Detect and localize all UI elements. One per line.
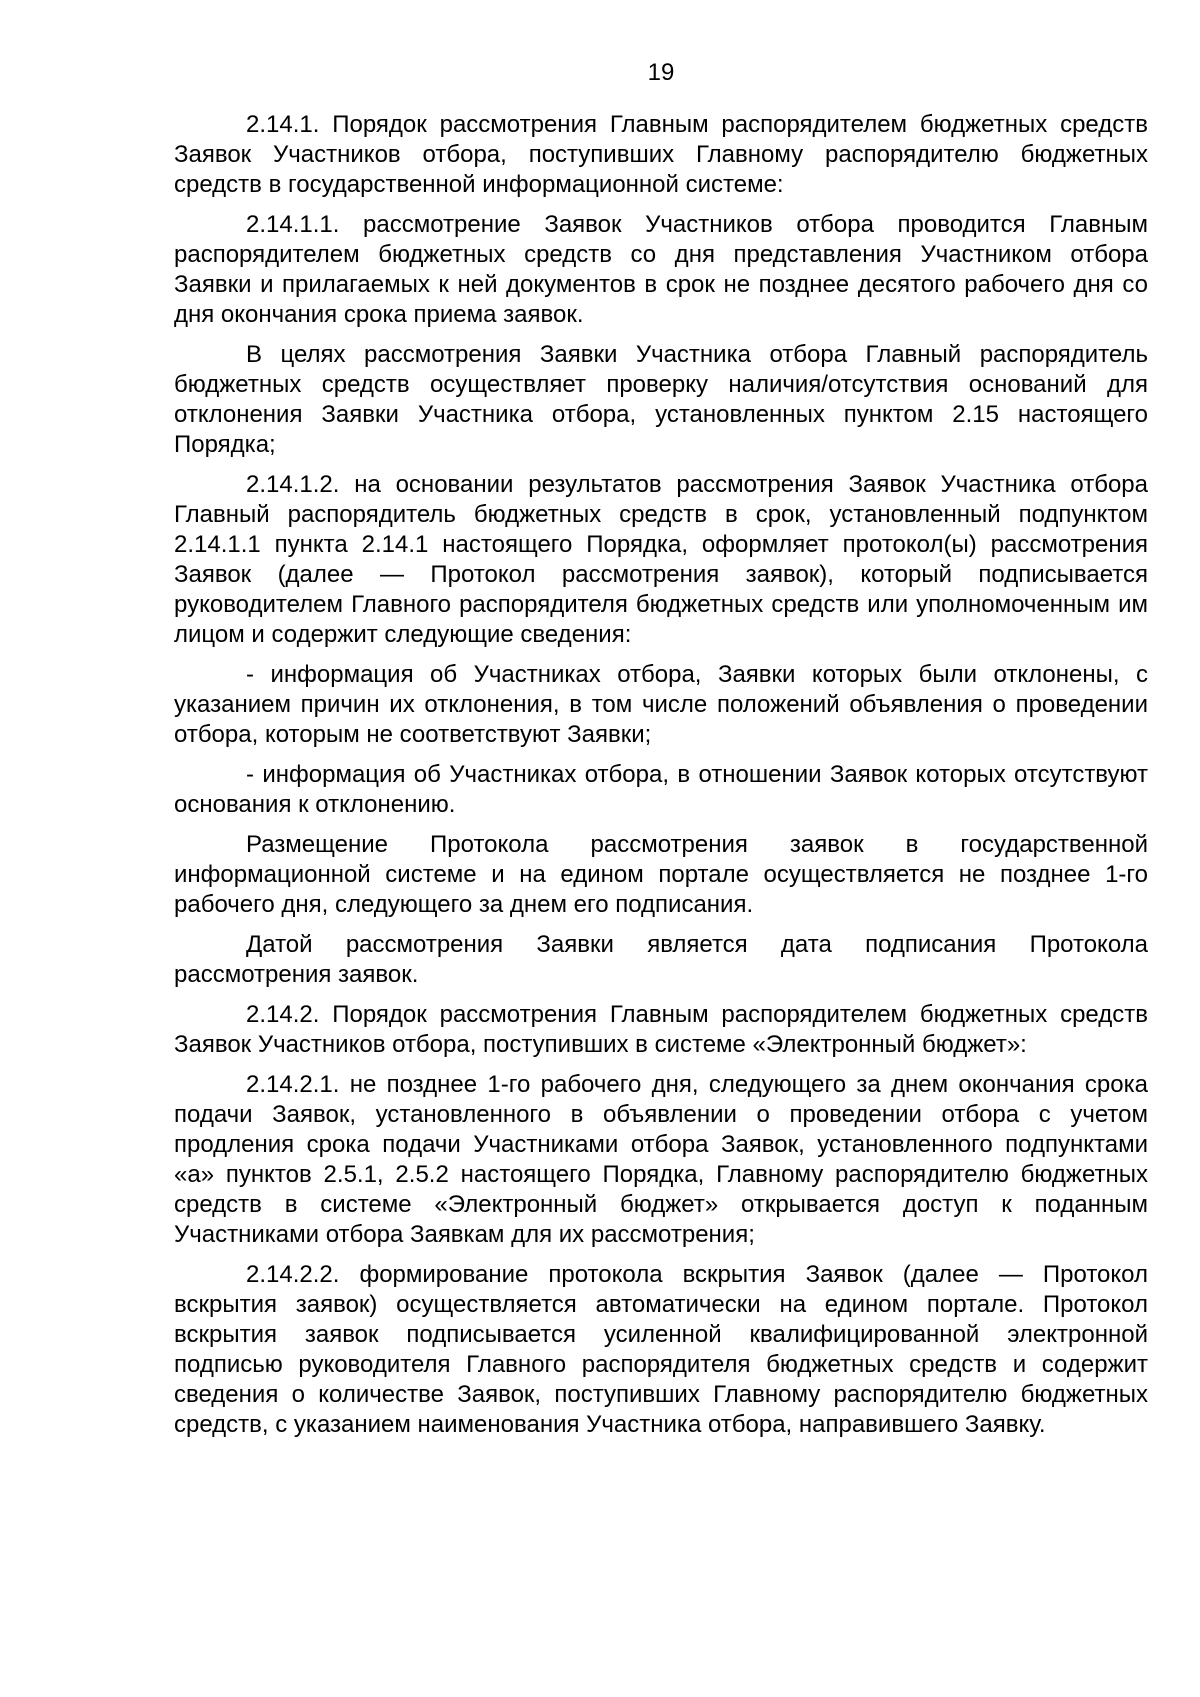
paragraph-review-purpose: В целях рассмотрения Заявки Участника отбора Главный распорядитель бюджетных средств осуществляет проверку наличия/отсутствия оснований для отклонения Заявки Участника отбора, установленных пунктом 2.15 настоящего Порядка;: [174, 341, 1148, 458]
paragraph-2-14-2: 2.14.2. Порядок рассмотрения Главным распорядителем бюджетных средств Заявок Участников отбора, поступивших в системе «Электронный бюджет»:: [174, 1001, 1148, 1058]
document-body: [174, 110, 1148, 1450]
paragraph-review-date: Датой рассмотрения Заявки является дата подписания Протокола рассмотрения заявок.: [174, 931, 1148, 988]
list-item-no-grounds-info: - информация об Участниках отбора, в отношении Заявок которых отсутствуют основания к отклонению.: [174, 761, 1148, 818]
paragraph-2-14-1: 2.14.1. Порядок рассмотрения Главным распорядителем бюджетных средств Заявок Участников отбора, поступивших Главному распорядителю бюджетных средств в государственной информационной системе:: [174, 111, 1148, 198]
paragraph-protocol-publication: Размещение Протокола рассмотрения заявок в государственной информационной системе и на едином портале осуществляется не позднее 1-го рабочего дня, следующего за днем его подписания.: [174, 831, 1148, 918]
list-item-rejected-info: - информация об Участниках отбора, Заявки которых были отклонены, с указанием причин их отклонения, в том числе положений объявления о проведении отбора, которым не соответствуют Заявки;: [174, 661, 1148, 748]
paragraph-2-14-1-1: 2.14.1.1. рассмотрение Заявок Участников отбора проводится Главным распорядителем бюджетных средств со дня представления Участником отбора Заявки и прилагаемых к ней документов в срок не позднее десятого рабочего дня со дня окончания срока приема заявок.: [174, 211, 1148, 328]
paragraph-2-14-2-2: 2.14.2.2. формирование протокола вскрытия Заявок (далее — Протокол вскрытия заявок) осуществляется автоматически на едином портале. Протокол вскрытия заявок подписывается усиленной квалифицированной электронной подписью руководителя Главного распорядителя бюджетных средств и содержит сведения о количестве Заявок, поступивших Главному распорядителю бюджетных средств, с указанием наименования Участника отбора, направившего Заявку.: [174, 1261, 1148, 1438]
paragraph-2-14-2-1: 2.14.2.1. не позднее 1-го рабочего дня, следующего за днем окончания срока подачи Заявок, установленного в объявлении о проведении отбора с учетом продления срока подачи Участниками отбора Заявок, установленного подпунктами «а» пунктов 2.5.1, 2.5.2 настоящего Порядка, Главному распорядителю бюджетных средств в системе «Электронный бюджет» открывается доступ к поданным Участниками отбора Заявкам для их рассмотрения;: [174, 1071, 1148, 1248]
page-number: 19: [647, 59, 675, 86]
paragraph-2-14-1-2: 2.14.1.2. на основании результатов рассмотрения Заявок Участника отбора Главный распорядитель бюджетных средств в срок, установленный подпунктом 2.14.1.1 пункта 2.14.1 настоящего Порядка, оформляет протокол(ы) рассмотрения Заявок (далее — Протокол рассмотрения заявок), который подписывается руководителем Главного распорядителя бюджетных средств или уполномоченным им лицом и содержит следующие сведения:: [174, 471, 1148, 648]
